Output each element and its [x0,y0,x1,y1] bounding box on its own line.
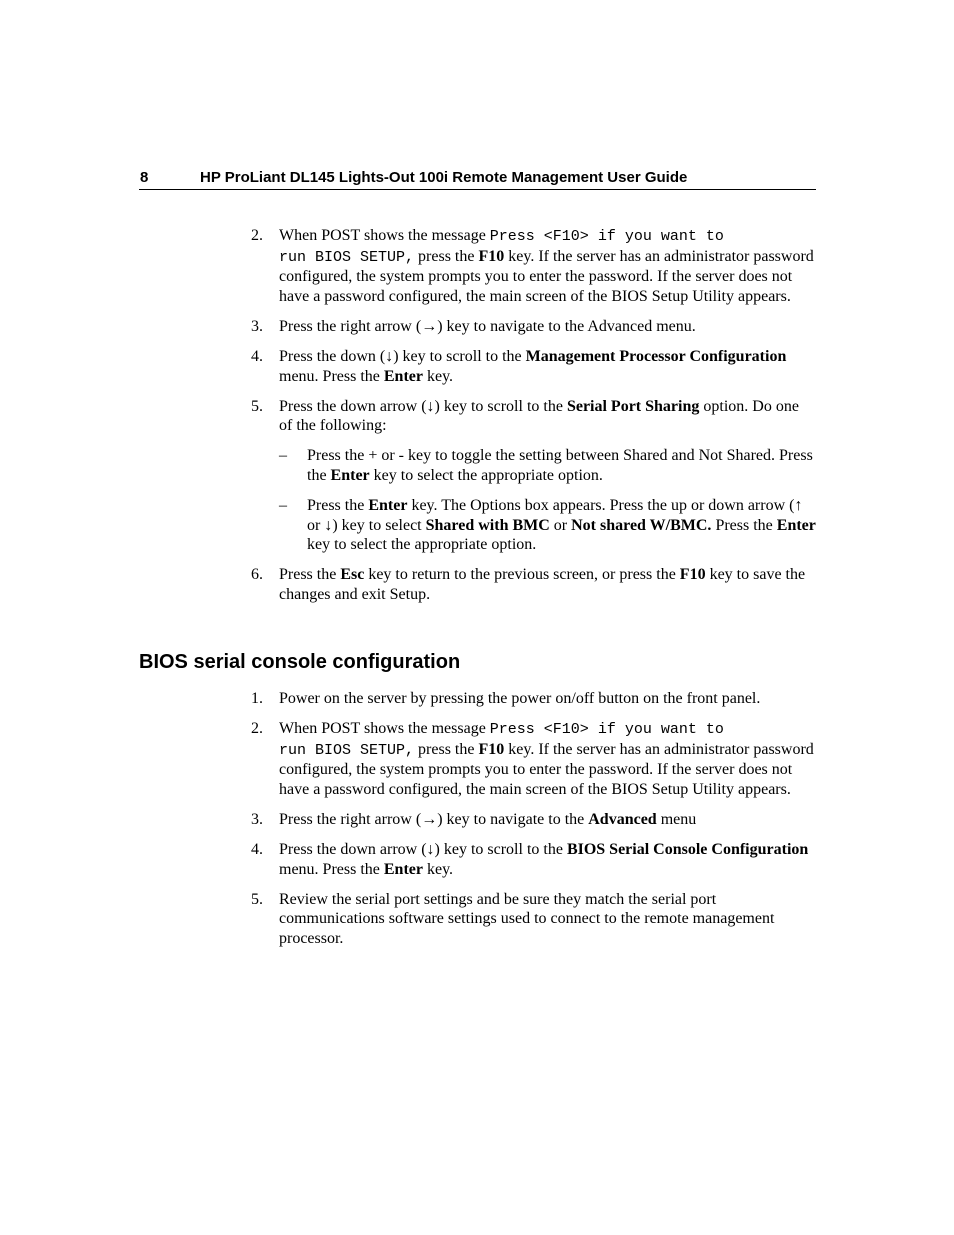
page-number: 8 [140,169,149,186]
option-sublist [279,446,816,554]
step-text: key to select the appropriate option. [369,466,603,484]
bios-setup-steps [251,226,816,615]
section-heading: BIOS serial console configuration [139,651,461,673]
menu-label: BIOS Serial Console Configuration [566,841,809,859]
code-text: run BIOS SETUP, [279,741,415,759]
list-item [251,226,816,306]
code-text: run BIOS SETUP, [279,248,415,266]
step-text: or [549,516,572,534]
key-label: Enter [383,860,423,878]
code-text: Press <F10> if you want to [489,721,724,739]
step-text: Press the right arrow (→) key to navigate to the Advanced menu. [279,317,696,335]
step-text: key to save the changes and exit Setup. [279,566,806,603]
step-text: option. Do one of the following: [279,397,799,435]
step-number: 2. [251,720,263,738]
step-number: 5. [251,397,263,415]
step-text: key to select the appropriate option. [307,536,537,554]
bullet-dash: – [279,447,287,465]
menu-label: Advanced [588,810,657,828]
key-label: Enter [383,367,423,385]
list-item [251,689,816,709]
document-title: HP ProLiant DL145 Lights-Out 100i Remote Management User Guide [200,169,688,186]
step-text: Press the down arrow (↓) key to scroll to the [279,841,567,859]
list-item [251,840,816,879]
step-text: key. If the server has an administrator password configured, the system prompts you to enter the password. If the server does not have a password configured, the main screen of the BIOS Setup Utility appears. [279,247,814,305]
sub-list-item [279,446,816,485]
step-text: Press the down (↓) key to scroll to the [279,347,526,365]
step-number: 5. [251,890,263,908]
sub-list-item [279,496,816,555]
step-text: Review the serial port settings and be sure they match the serial port communications software settings used to connect to the remote management processor. [279,890,775,947]
step-text: key. [422,860,454,878]
step-text: press the [414,740,479,758]
step-text: menu. Press the [279,860,384,878]
step-text: menu. Press the [279,367,384,385]
key-label: F10 [679,566,706,584]
step-text: press the [414,247,479,265]
key-label: Enter [330,466,370,484]
step-text: key. [422,367,454,385]
option-label: Shared with BMC [425,516,550,534]
step-text: key to return to the previous screen, or press the [364,566,680,584]
list-item [251,347,816,386]
list-item [251,719,816,799]
step-text: Press the down arrow (↓) key to scroll to the [279,397,567,415]
step-text: When POST shows the message [279,227,490,244]
list-item [251,397,816,555]
step-number: 4. [251,347,263,365]
option-label: Not shared W/BMC. [571,516,712,534]
key-label: F10 [478,740,505,758]
key-label: Enter [368,497,408,515]
step-number: 4. [251,841,263,859]
step-text: key. The Options box appears. Press the up or down arrow (↑ or ↓) key to select [307,497,803,534]
key-label: Esc [340,566,365,584]
code-text: Press <F10> if you want to [489,228,724,245]
page-header [139,168,816,190]
step-text: Press the + or - key to toggle the setting between Shared and Not Shared. Press the [307,447,813,484]
step-text: Press the [307,497,369,515]
list-item [251,890,816,949]
step-number: 6. [251,566,263,584]
step-number: 3. [251,810,263,828]
step-text: Press the right arrow (→) key to navigate to the [279,810,589,828]
step-text: key. If the server has an administrator password configured, the system prompts you to enter the password. If the server does not have a password configured, the main screen of the BIOS Setup Utility appears. [279,740,814,798]
step-text: When POST shows the message [279,720,490,738]
menu-label: Management Processor Configuration [525,347,787,365]
step-number: 2. [251,227,263,244]
list-item [251,565,816,604]
bios-serial-console-steps [251,689,816,959]
step-number: 1. [251,690,263,707]
step-text: Press the [279,566,341,584]
bullet-dash: – [279,497,287,515]
step-number: 3. [251,317,263,335]
list-item [251,810,816,830]
step-text: Power on the server by pressing the power on/off button on the front panel. [279,690,761,707]
key-label: Enter [776,516,816,534]
step-text: menu [656,810,697,828]
list-item [251,317,816,337]
option-label: Serial Port Sharing [566,397,700,415]
key-label: F10 [478,247,505,265]
step-text: Press the [711,516,777,534]
